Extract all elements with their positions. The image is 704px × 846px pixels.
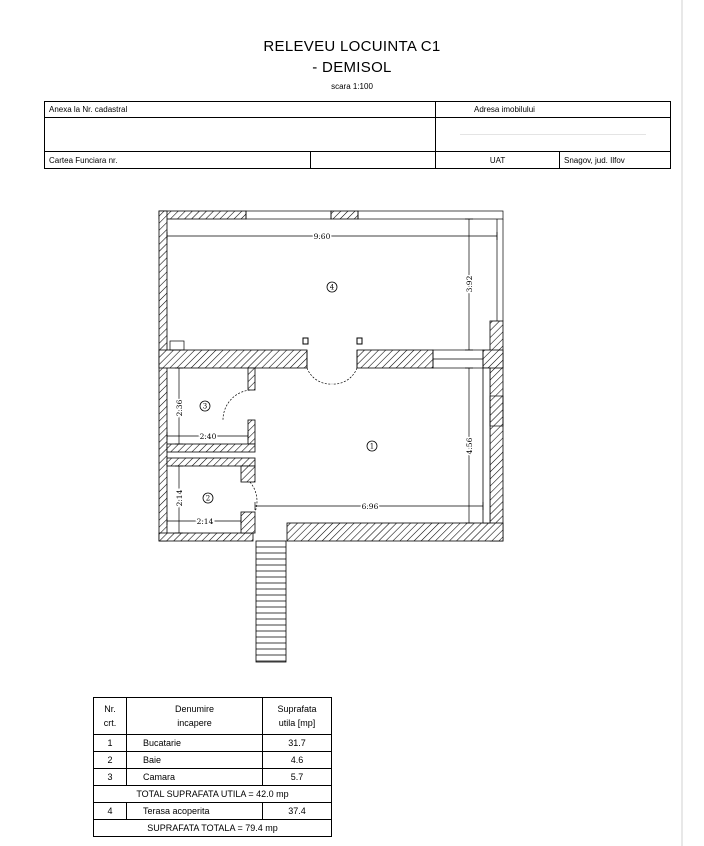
total-area: SUPRAFATA TOTALA = 79.4 mp (94, 820, 332, 837)
header-area-line2: utila [mp] (278, 718, 316, 728)
dim-room3-width: 2.40 (199, 432, 217, 441)
door-room-2 (250, 482, 257, 512)
dimension-lines (167, 219, 497, 533)
document-title: RELEVEU LOCUINTA C1 (263, 38, 441, 55)
row-area: 4.6 (263, 752, 332, 769)
header-name-line2: incapere (177, 718, 212, 728)
dim-height-top: 3.92 (465, 275, 474, 293)
room-number-2: 2 (205, 494, 211, 503)
table-row (94, 769, 332, 786)
row-nr: 1 (94, 735, 127, 752)
dim-width-top: 9.60 (313, 232, 331, 241)
document-subtitle: - DEMISOL (312, 59, 392, 76)
area-summary-table (93, 697, 332, 837)
row-name: Terasa acoperita (127, 803, 263, 820)
header-name-line1: Denumire (174, 704, 214, 714)
dim-width-main: 6.96 (361, 502, 379, 511)
header-area-line1: Suprafata (277, 704, 317, 714)
anexa-label: Anexa la Nr. cadastral (45, 102, 436, 118)
scale-note: scara 1:100 (331, 82, 373, 91)
page-edge-divider (681, 0, 683, 846)
header-name (127, 698, 263, 735)
total-row (94, 820, 332, 837)
table-row (94, 803, 332, 820)
double-door (307, 368, 357, 384)
glazing (170, 211, 503, 426)
room-number-3: 3 (202, 402, 208, 411)
header-nr-line1: Nr. (104, 704, 116, 714)
adresa-label: Adresa imobilului (436, 102, 671, 118)
row-name: Baie (127, 752, 263, 769)
dim-room2-width: 2.14 (196, 517, 214, 526)
dim-room3-height: 2.36 (175, 399, 184, 417)
uat-value: Snagov, jud. Ilfov (560, 152, 671, 169)
row-nr: 2 (94, 752, 127, 769)
row-area: 5.7 (263, 769, 332, 786)
header-area (263, 698, 332, 735)
room-number-1: 1 (369, 442, 375, 451)
row-name: Camara (127, 769, 263, 786)
uat-label: UAT (436, 152, 560, 169)
dim-height-main: 4.56 (465, 437, 474, 455)
header-nr (94, 698, 127, 735)
room-markers (200, 282, 377, 503)
dim-room2-height: 2.14 (175, 489, 184, 507)
room-number-4: 4 (329, 283, 335, 292)
row-area: 37.4 (263, 803, 332, 820)
header-nr-line2: crt. (103, 718, 117, 728)
stairs (256, 541, 286, 662)
row-nr: 3 (94, 769, 127, 786)
walls (159, 211, 503, 541)
row-name: Bucatarie (127, 735, 263, 752)
door-room-3 (223, 390, 250, 420)
total-util: TOTAL SUPRAFATA UTILA = 42.0 mp (94, 786, 332, 803)
table-row (94, 735, 332, 752)
row-nr: 4 (94, 803, 127, 820)
table-row (94, 752, 332, 769)
row-area: 31.7 (263, 735, 332, 752)
carte-funciara-label-text: Cartea Funciara nr. (49, 155, 118, 165)
total-util-row (94, 786, 332, 803)
